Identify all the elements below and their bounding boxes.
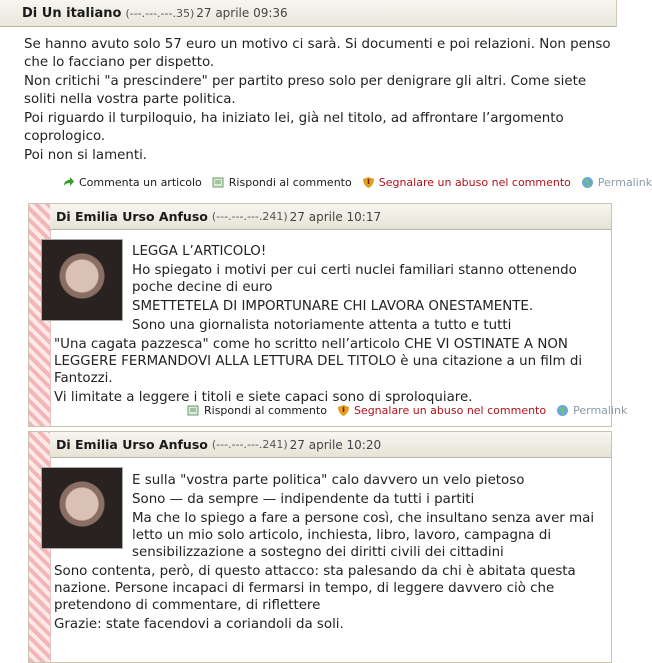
- comment-date: 27 aprile 09:36: [196, 6, 288, 20]
- reply-paragraph: Sono — da sempre — indipendente da tutti i partiti: [132, 492, 475, 507]
- reply-paragraph: SMETTETELA DI IMPORTUNARE CHI LAVORA ONESTAMENTE.: [132, 299, 534, 314]
- report-abuse-link[interactable]: [337, 404, 546, 417]
- reply-body: [54, 472, 607, 635]
- reply-label: Rispondi al commento: [228, 176, 352, 189]
- reply-paragraph: E sulla "vostra parte politica" calo davvero un velo pietoso: [132, 473, 525, 488]
- globe-icon: [556, 404, 569, 417]
- reply-comment: [28, 203, 628, 427]
- avatar: [41, 467, 123, 549]
- reply-paragraph: Sono contenta, però, di questo attacco: sta palesando da chi è abitata questa nazione. Persone incapaci di fermarsi in tempo, di leggere davvero ciò che pretendono di commentare, di riflettere: [54, 564, 576, 613]
- reply-paragraph: Vi limitate a leggere i titoli e siete capaci sono di sproloquiare.: [54, 390, 473, 405]
- reply-paragraph: LEGGA L’ARTICOLO!: [132, 244, 267, 259]
- permalink-label: Permalink: [573, 404, 628, 417]
- reply-label: Rispondi al commento: [204, 404, 327, 417]
- comment-paragraph: Non critichi "a prescindere" per partito preso solo per denigrare gli altri. Come siete soliti nella vostra parte politica.: [24, 74, 587, 107]
- globe-icon: [581, 176, 594, 189]
- comment-paragraph: Se hanno avuto solo 57 euro un motivo ci sarà. Si documenti e poi relazioni. Non penso che lo facciano per dispetto.: [24, 37, 611, 70]
- reply-date: 27 aprile 10:20: [289, 437, 382, 452]
- comment-body: [24, 36, 612, 166]
- avatar: [41, 239, 123, 321]
- comment-ip: (---.---.---.35): [125, 6, 195, 20]
- reply-comment: [28, 431, 612, 663]
- reply-icon: [187, 404, 200, 417]
- reply-link[interactable]: [212, 176, 352, 189]
- shield-icon: [337, 404, 350, 417]
- reply-ip: (---.---.---.241): [211, 438, 288, 451]
- reply-paragraph: "Una cagata pazzesca" come ho scritto nell’articolo CHE VI OSTINATE A NON LEGGERE FERMANDOVI ALLA LETTURA DEL TITOLO è una citazione a un film di Fantozzi.: [54, 337, 583, 386]
- reply-paragraph: Sono una giornalista notoriamente attenta a tutto e tutti: [132, 318, 512, 333]
- reply-date: 27 aprile 10:17: [289, 209, 382, 224]
- permalink-link[interactable]: [556, 404, 627, 417]
- reply-body: [54, 243, 607, 408]
- comment-actions: [52, 176, 652, 189]
- comment-paragraph: Poi riguardo il turpiloquio, ha iniziato lei, già nel titolo, ad affrontare l’argomento coprologico.: [24, 111, 564, 144]
- reply-actions: [177, 404, 627, 417]
- reply-icon: [212, 176, 225, 189]
- comment-paragraph: Poi non si lamenti.: [24, 148, 148, 163]
- reply-paragraph: Ho spiegato i motivi per cui certi nuclei familiari stanno ottenendo poche decine di euro: [132, 263, 577, 295]
- comment-author: Di Un italiano: [22, 5, 122, 21]
- permalink-link[interactable]: [581, 176, 652, 189]
- shield-icon: [362, 176, 375, 189]
- reply-paragraph: Grazie: state facendovi a coriandoli da soli.: [54, 617, 344, 632]
- reply-author: Di Emilia Urso Anfuso: [56, 437, 208, 452]
- comment-header: [0, 0, 617, 27]
- reply-paragraph: Ma che lo spiego a fare a persone così, che insultano senza aver mai letto un mio solo articolo, inchiesta, libro, lavoro, campagna di sensibilizzazione a sostegno dei diritti civili dei cittadini: [132, 511, 595, 560]
- reply-link[interactable]: [187, 404, 327, 417]
- permalink-label: Permalink: [597, 176, 652, 189]
- comment-article-label: Commenta un articolo: [79, 176, 202, 189]
- arrow-icon: [62, 176, 75, 189]
- reply-author: Di Emilia Urso Anfuso: [56, 209, 208, 224]
- reply-header: [50, 432, 611, 458]
- reply-header: [50, 204, 611, 230]
- report-abuse-label: Segnalare un abuso nel commento: [353, 404, 547, 417]
- report-abuse-label: Segnalare un abuso nel commento: [378, 176, 571, 189]
- comment-article-link[interactable]: [62, 176, 202, 189]
- reply-ip: (---.---.---.241): [211, 210, 288, 223]
- report-abuse-link[interactable]: [362, 176, 571, 189]
